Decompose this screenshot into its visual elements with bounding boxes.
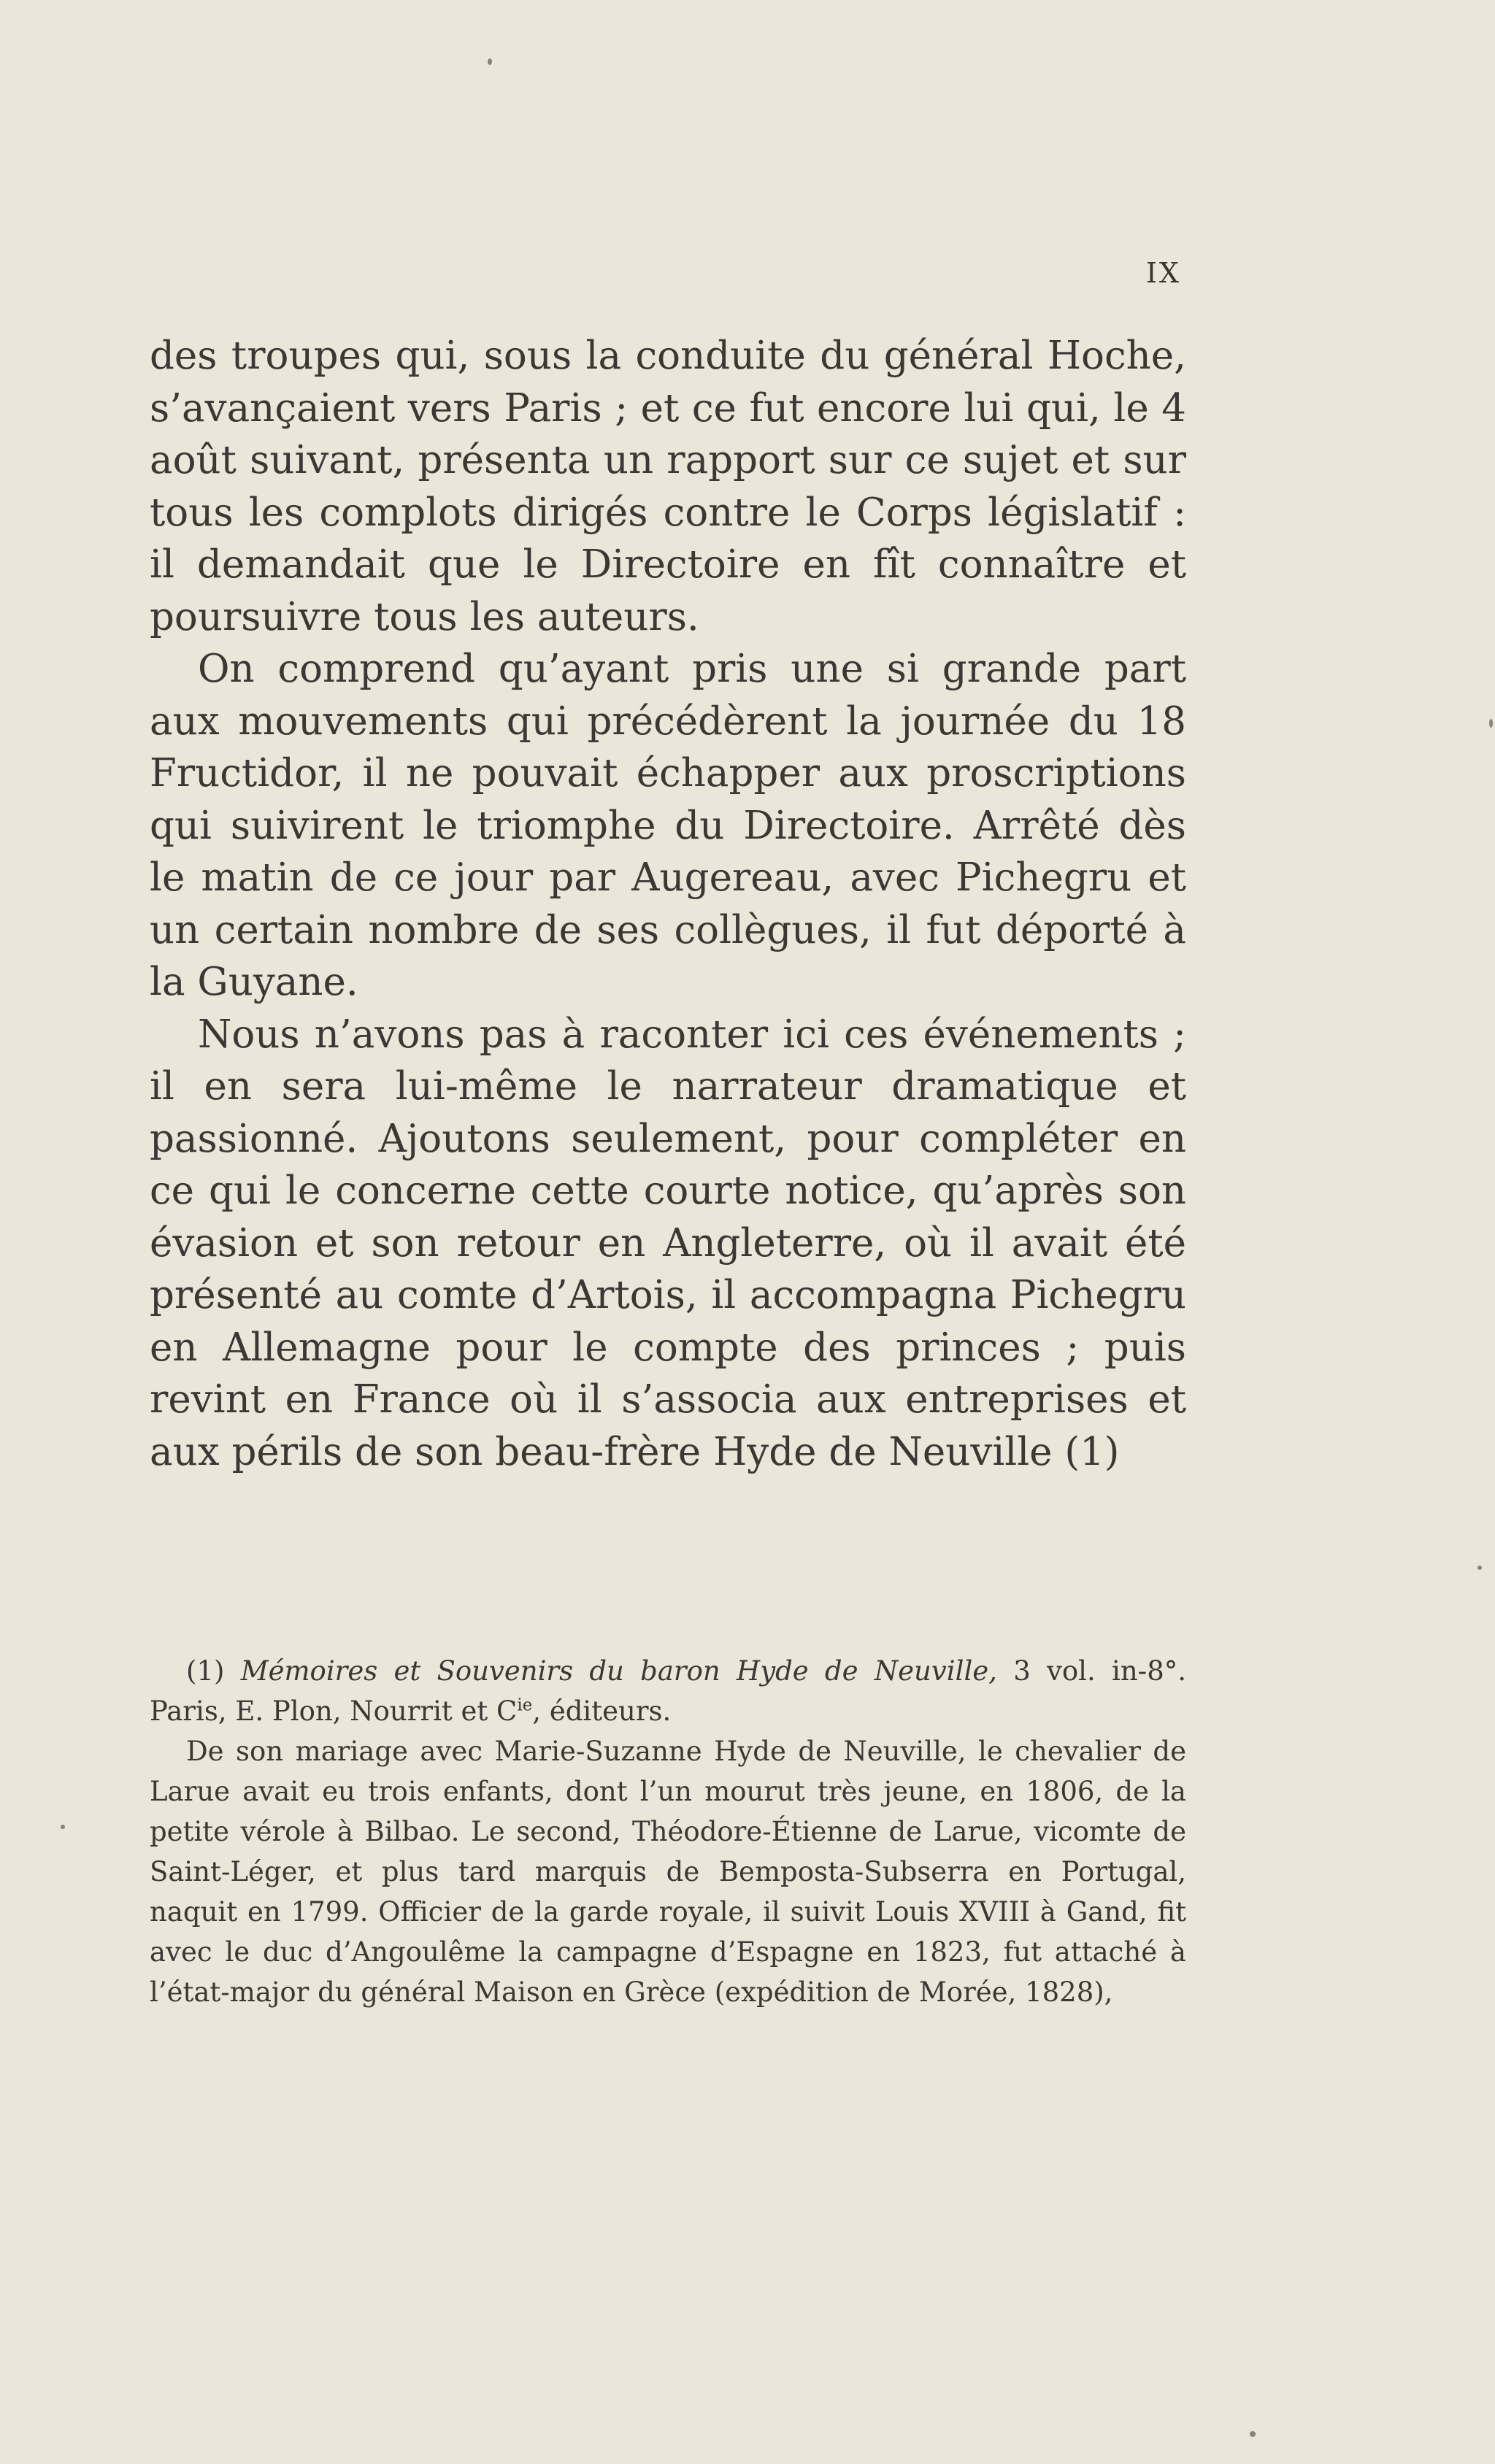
paper-speck [488,58,492,65]
paper-speck [1477,1566,1482,1570]
footnote-book-title: Mémoires et Souvenirs du baron Hyde de Neuville, [240,1655,997,1687]
paragraph-1: des troupes qui, sous la conduite du général Hoche, s’avançaient vers Paris ; et ce fut encore lui qui, le 4 août suivant, présenta un rapport sur ce sujet et sur tous les complots dirigés contre le Corps législatif : il demandait que le Directoire en fît connaître et poursuivre tous les auteurs. [150,334,1186,639]
paragraph-3: Nous n’avons pas à raconter ici ces événements ; il en sera lui-même le narrateur dramatique et passionné. Ajoutons seulement, pour compléter en ce qui le concerne cette courte notice, qu’après son évasion et son retour en Angleterre, où il avait été présenté au comte d’Artois, il accompagna Pichegru en Allemagne pour le compte des princes ; puis revint en France où il s’associa aux entreprises et aux périls de son beau-frère Hyde de Neuville (1) [150,1012,1186,1474]
footnote-details-end: , éditeurs. [532,1695,672,1727]
footnote-marker: (1) [186,1655,225,1687]
paper-speck [1250,2431,1256,2437]
page-number: IX [1145,257,1181,289]
paper-speck [61,1825,65,1829]
footnote-1 [150,1651,1186,1731]
paper-speck [1489,719,1493,728]
footnote-paragraph-2: De son mariage avec Marie-Suzanne Hyde de Neuville, le chevalier de Larue avait eu trois enfants, dont l’un mourut très jeune, en 1806, de la petite vérole à Bilbao. Le second, Théodore-Étienne de Larue, vicomte de Saint-Léger, et plus tard marquis de Bemposta-Subserra en Portugal, naquit en 1799. Officier de la garde royale, il suivit Louis XVIII à Gand, fit avec le duc d’Angoulême la campagne d’Espagne en 1823, fut attaché à l’état-major du général Maison en Grèce (expédition de Morée, 1828), [150,1736,1186,2008]
main-text [150,330,1186,1478]
footnote-superscript: ie [517,1695,533,1715]
footnote-details: 3 vol. in-8°. Paris, E. Plon, Nourrit et C [150,1655,1186,1727]
footnotes [150,1651,1186,2012]
paragraph-2: On comprend qu’ayant pris une si grande part aux mouvements qui précédèrent la journée du 18 Fructidor, il ne pouvait échapper aux proscriptions qui suivirent le triomphe du Directoire. Arrêté dès le matin de ce jour par Augereau, avec Pichegru et un certain nombre de ses collègues, il fut déporté à la Guyane. [150,647,1186,1004]
